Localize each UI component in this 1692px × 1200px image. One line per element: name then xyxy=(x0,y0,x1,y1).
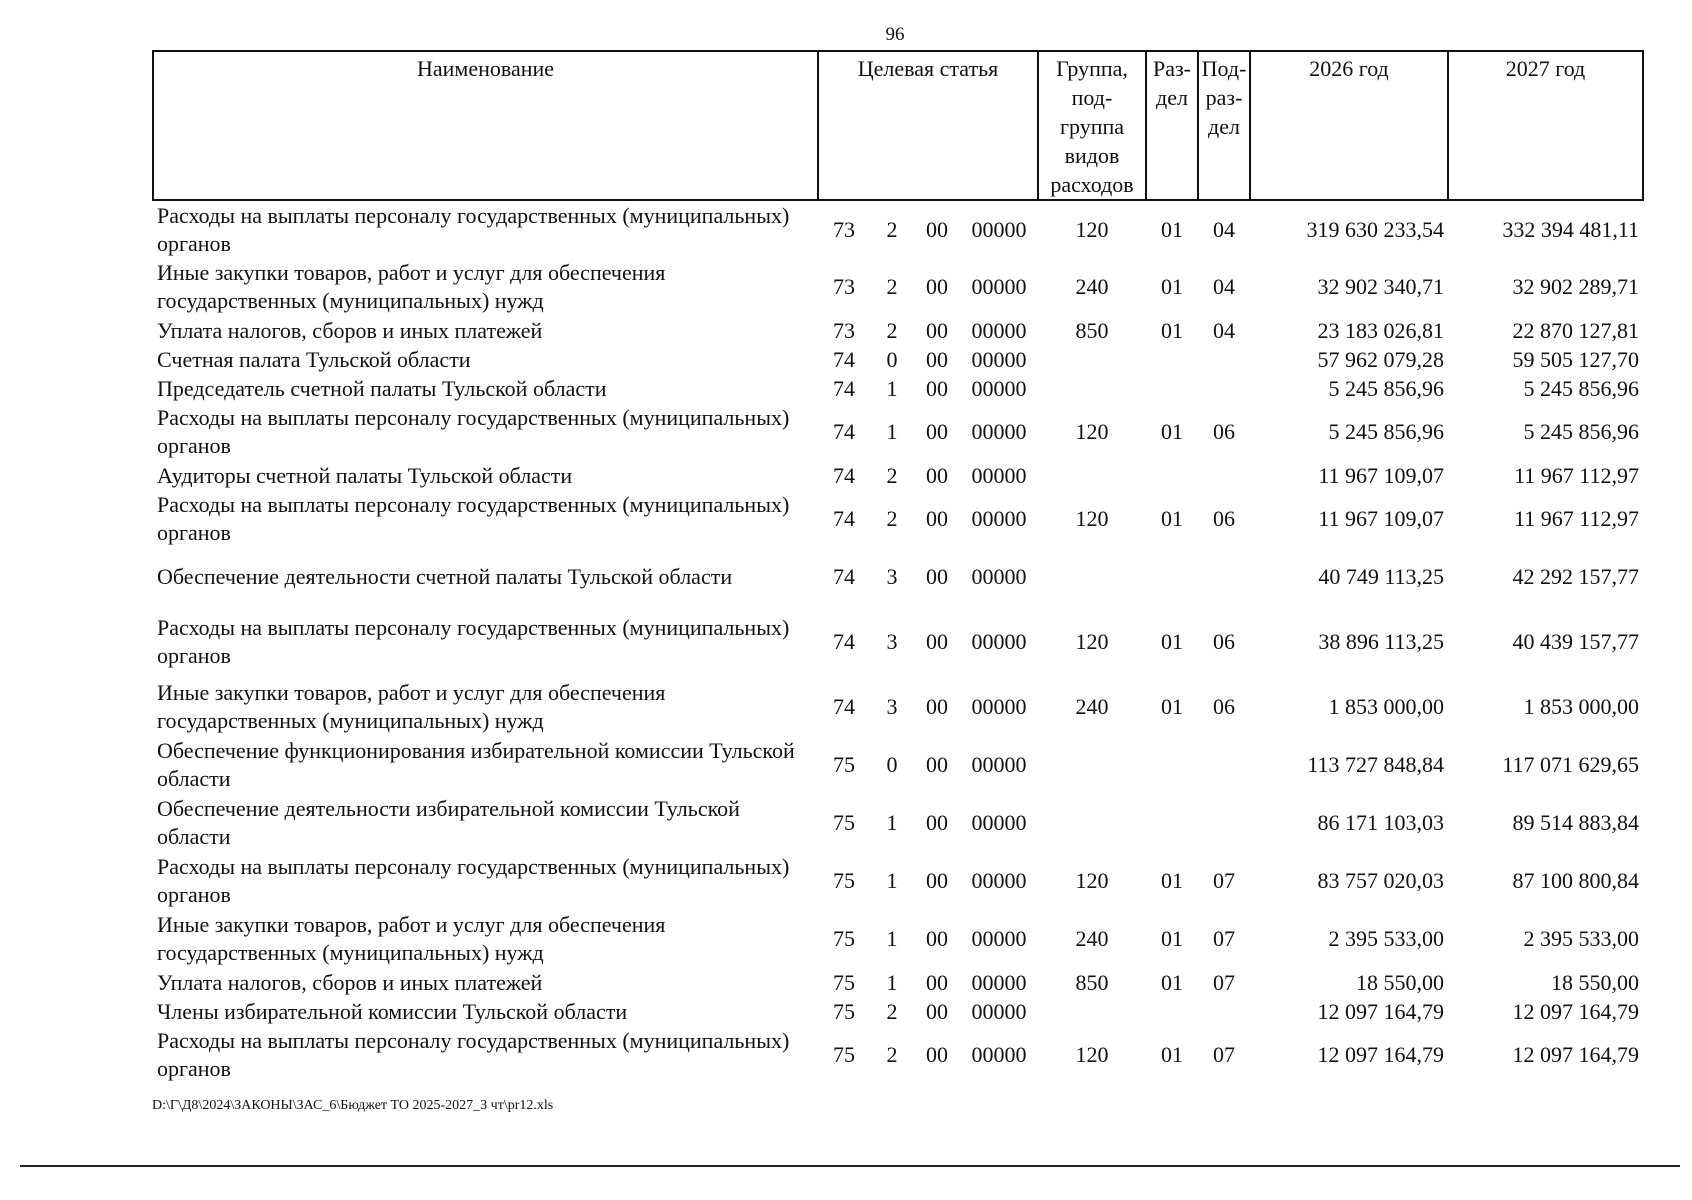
amount-2026: 18 550,00 xyxy=(1356,969,1444,995)
table-row xyxy=(153,1026,1643,1084)
target-code-3: 00 xyxy=(926,274,948,299)
row-name: Уплата налогов, сборов и иных платежей xyxy=(157,317,543,343)
expense-group xyxy=(1038,461,1146,490)
amount-2027: 18 550,00 xyxy=(1551,969,1639,995)
subsection-code xyxy=(1198,548,1250,606)
section-code: 01 xyxy=(1161,506,1183,531)
amount-2026: 40 749 113,25 xyxy=(1318,564,1444,589)
subsection-code: 06 xyxy=(1213,694,1235,719)
expense-group: 240 xyxy=(1075,694,1109,719)
header-year-2026: 2026 год xyxy=(1250,51,1448,200)
target-code-3: 00 xyxy=(926,1042,948,1067)
amount-2027: 22 870 127,81 xyxy=(1512,317,1639,343)
target-code-4: 00000 xyxy=(971,274,1027,299)
subsection-code: 06 xyxy=(1213,506,1235,531)
amount-2027: 12 097 164,79 xyxy=(1512,998,1639,1024)
target-code-2: 3 xyxy=(886,564,898,589)
section-code xyxy=(1146,374,1198,403)
target-code-1: 74 xyxy=(833,629,855,654)
target-code-4: 00000 xyxy=(971,868,1027,893)
expense-group: 240 xyxy=(1075,926,1109,951)
target-code-2: 0 xyxy=(886,752,898,777)
amount-2026: 86 171 103,03 xyxy=(1317,810,1444,835)
target-code-4: 00000 xyxy=(971,629,1027,654)
row-name: Уплата налогов, сборов и иных платежей xyxy=(157,969,543,995)
section-code xyxy=(1146,461,1198,490)
subsection-code xyxy=(1198,736,1250,794)
header-name: Наименование xyxy=(153,51,818,200)
target-code-3: 00 xyxy=(926,216,948,242)
section-code xyxy=(1146,794,1198,852)
amount-2026: 38 896 113,25 xyxy=(1318,629,1444,654)
subsection-code xyxy=(1198,794,1250,852)
expense-group: 120 xyxy=(1075,629,1109,654)
target-code-1: 74 xyxy=(833,375,855,401)
target-code-2: 2 xyxy=(886,462,898,488)
row-name: Счетная палата Тульской области xyxy=(157,346,471,372)
amount-2026: 5 245 856,96 xyxy=(1328,375,1444,401)
target-code-1: 75 xyxy=(833,1042,855,1067)
amount-2027: 40 439 157,77 xyxy=(1512,629,1639,654)
row-name: Расходы на выплаты персоналу государственных (муниципальных) органов xyxy=(157,615,790,668)
table-row xyxy=(153,794,1643,852)
target-code-4: 00000 xyxy=(971,506,1027,531)
header-year-2027: 2027 год xyxy=(1448,51,1643,200)
target-code-2: 1 xyxy=(886,375,898,401)
amount-2026: 23 183 026,81 xyxy=(1317,317,1444,343)
table-row xyxy=(153,997,1643,1026)
target-code-1: 75 xyxy=(833,969,855,995)
subsection-code: 04 xyxy=(1213,274,1235,299)
target-code-2: 2 xyxy=(886,1042,898,1067)
section-code: 01 xyxy=(1161,629,1183,654)
table-row xyxy=(153,736,1643,794)
file-path: D:\Г\Д8\2024\ЗАКОНЫ\ЗАС_6\Бюджет ТО 2025-2027_3 чт\pr12.xls xyxy=(152,1098,554,1113)
target-code-3: 00 xyxy=(926,564,948,589)
target-code-2: 1 xyxy=(886,868,898,893)
section-code: 01 xyxy=(1161,926,1183,951)
target-code-4: 00000 xyxy=(971,346,1027,372)
target-code-4: 00000 xyxy=(971,375,1027,401)
target-code-3: 00 xyxy=(926,506,948,531)
amount-2027: 117 071 629,65 xyxy=(1502,752,1639,777)
expense-group xyxy=(1038,548,1146,606)
target-code-1: 75 xyxy=(833,998,855,1024)
section-code: 01 xyxy=(1161,694,1183,719)
target-code-2: 2 xyxy=(886,998,898,1024)
subsection-code: 07 xyxy=(1213,926,1235,951)
amount-2026: 319 630 233,54 xyxy=(1306,216,1444,242)
target-code-1: 75 xyxy=(833,752,855,777)
row-name: Аудиторы счетной палаты Тульской области xyxy=(157,462,573,488)
row-name: Обеспечение функционирования избирательной комиссии Тульской области xyxy=(157,738,795,791)
table-row xyxy=(153,548,1643,606)
target-code-3: 00 xyxy=(926,998,948,1024)
expense-group: 120 xyxy=(1075,419,1109,444)
target-code-4: 00000 xyxy=(971,419,1027,444)
amount-2027: 12 097 164,79 xyxy=(1512,1042,1639,1067)
target-code-4: 00000 xyxy=(971,926,1027,951)
target-code-3: 00 xyxy=(926,694,948,719)
subsection-code: 04 xyxy=(1213,216,1235,242)
budget-table xyxy=(152,50,1644,1084)
budget-table-frame xyxy=(152,50,1642,1084)
table-row xyxy=(153,200,1643,258)
target-code-3: 00 xyxy=(926,810,948,835)
section-code: 01 xyxy=(1161,419,1183,444)
header-expense-group: Группа, под- группа видов расходов xyxy=(1038,51,1146,200)
amount-2026: 32 902 340,71 xyxy=(1317,274,1444,299)
target-code-3: 00 xyxy=(926,969,948,995)
target-code-4: 00000 xyxy=(971,462,1027,488)
target-code-4: 00000 xyxy=(971,969,1027,995)
section-code: 01 xyxy=(1161,216,1183,242)
expense-group xyxy=(1038,345,1146,374)
section-code xyxy=(1146,736,1198,794)
target-code-4: 00000 xyxy=(971,998,1027,1024)
target-code-3: 00 xyxy=(926,419,948,444)
target-code-2: 1 xyxy=(886,969,898,995)
table-row xyxy=(153,258,1643,316)
amount-2026: 12 097 164,79 xyxy=(1317,998,1444,1024)
expense-group: 850 xyxy=(1075,317,1109,343)
expense-group xyxy=(1038,736,1146,794)
target-code-2: 1 xyxy=(886,810,898,835)
amount-2027: 2 395 533,00 xyxy=(1523,926,1639,951)
table-row xyxy=(153,968,1643,997)
table-row xyxy=(153,606,1643,678)
target-code-1: 75 xyxy=(833,926,855,951)
target-code-1: 74 xyxy=(833,694,855,719)
table-row xyxy=(153,678,1643,736)
amount-2027: 11 967 112,97 xyxy=(1514,462,1639,488)
table-row xyxy=(153,345,1643,374)
section-code: 01 xyxy=(1161,1042,1183,1067)
target-code-2: 2 xyxy=(886,274,898,299)
section-code: 01 xyxy=(1161,868,1183,893)
amount-2027: 1 853 000,00 xyxy=(1523,694,1639,719)
subsection-code: 07 xyxy=(1213,1042,1235,1067)
amount-2027: 87 100 800,84 xyxy=(1512,868,1639,893)
section-code: 01 xyxy=(1161,274,1183,299)
section-code: 01 xyxy=(1161,969,1183,995)
subsection-code xyxy=(1198,374,1250,403)
row-name: Председатель счетной палаты Тульской области xyxy=(157,375,607,401)
amount-2026: 2 395 533,00 xyxy=(1328,926,1444,951)
target-code-1: 74 xyxy=(833,419,855,444)
header-subsection: Под- раз- дел xyxy=(1198,51,1250,200)
target-code-1: 74 xyxy=(833,564,855,589)
amount-2026: 12 097 164,79 xyxy=(1317,1042,1444,1067)
expense-group: 120 xyxy=(1075,1042,1109,1067)
amount-2027: 89 514 883,84 xyxy=(1512,810,1639,835)
expense-group xyxy=(1038,997,1146,1026)
table-row xyxy=(153,374,1643,403)
target-code-2: 1 xyxy=(886,926,898,951)
target-code-1: 75 xyxy=(833,810,855,835)
target-code-4: 00000 xyxy=(971,752,1027,777)
expense-group: 850 xyxy=(1075,969,1109,995)
expense-group xyxy=(1038,374,1146,403)
section-code xyxy=(1146,997,1198,1026)
expense-group: 120 xyxy=(1075,216,1109,242)
amount-2027: 11 967 112,97 xyxy=(1514,506,1639,531)
subsection-code xyxy=(1198,997,1250,1026)
amount-2027: 5 245 856,96 xyxy=(1523,419,1639,444)
row-name: Расходы на выплаты персоналу государственных (муниципальных) органов xyxy=(157,202,790,256)
target-code-4: 00000 xyxy=(971,694,1027,719)
target-code-3: 00 xyxy=(926,629,948,654)
row-name: Расходы на выплаты персоналу государственных (муниципальных) органов xyxy=(157,405,790,458)
expense-group: 120 xyxy=(1075,868,1109,893)
expense-group: 120 xyxy=(1075,506,1109,531)
target-code-2: 1 xyxy=(886,419,898,444)
target-code-2: 0 xyxy=(886,346,898,372)
row-name: Расходы на выплаты персоналу государственных (муниципальных) органов xyxy=(157,854,790,907)
subsection-code: 06 xyxy=(1213,419,1235,444)
amount-2026: 5 245 856,96 xyxy=(1328,419,1444,444)
target-code-4: 00000 xyxy=(971,1042,1027,1067)
amount-2026: 57 962 079,28 xyxy=(1317,346,1444,372)
bottom-divider xyxy=(20,1165,1680,1167)
section-code: 01 xyxy=(1161,317,1183,343)
target-code-3: 00 xyxy=(926,317,948,343)
target-code-3: 00 xyxy=(926,375,948,401)
target-code-2: 3 xyxy=(886,694,898,719)
target-code-3: 00 xyxy=(926,462,948,488)
amount-2026: 11 967 109,07 xyxy=(1318,506,1444,531)
target-code-2: 3 xyxy=(886,629,898,654)
target-code-3: 00 xyxy=(926,346,948,372)
target-code-3: 00 xyxy=(926,752,948,777)
target-code-3: 00 xyxy=(926,868,948,893)
amount-2027: 32 902 289,71 xyxy=(1512,274,1639,299)
row-name: Расходы на выплаты персоналу государственных (муниципальных) органов xyxy=(157,1028,790,1081)
subsection-code xyxy=(1198,461,1250,490)
header-target-article: Целевая статья xyxy=(818,51,1038,200)
row-name: Иные закупки товаров, работ и услуг для обеспечения государственных (муниципальных) нужд xyxy=(157,260,666,313)
section-code xyxy=(1146,548,1198,606)
page-number: 96 xyxy=(885,24,905,45)
target-code-1: 73 xyxy=(833,317,855,343)
header-section: Раз- дел xyxy=(1146,51,1198,200)
amount-2026: 1 853 000,00 xyxy=(1328,694,1444,719)
subsection-code xyxy=(1198,345,1250,374)
row-name: Иные закупки товаров, работ и услуг для обеспечения государственных (муниципальных) нужд xyxy=(157,680,666,733)
row-name: Обеспечение деятельности счетной палаты Тульской области xyxy=(157,564,733,589)
table-row xyxy=(153,461,1643,490)
row-name: Члены избирательной комиссии Тульской области xyxy=(157,998,628,1024)
subsection-code: 06 xyxy=(1213,629,1235,654)
target-code-3: 00 xyxy=(926,926,948,951)
table-row xyxy=(153,852,1643,910)
table-row xyxy=(153,490,1643,548)
target-code-1: 75 xyxy=(833,868,855,893)
target-code-1: 74 xyxy=(833,462,855,488)
amount-2026: 113 727 848,84 xyxy=(1307,752,1444,777)
amount-2026: 83 757 020,03 xyxy=(1317,868,1444,893)
section-code xyxy=(1146,345,1198,374)
target-code-4: 00000 xyxy=(971,810,1027,835)
amount-2027: 5 245 856,96 xyxy=(1523,375,1639,401)
target-code-1: 74 xyxy=(833,506,855,531)
target-code-1: 73 xyxy=(833,274,855,299)
target-code-4: 00000 xyxy=(971,216,1027,242)
table-row xyxy=(153,910,1643,968)
table-body xyxy=(153,200,1643,1084)
expense-group: 240 xyxy=(1075,274,1109,299)
target-code-2: 2 xyxy=(886,216,898,242)
row-name: Обеспечение деятельности избирательной комиссии Тульской области xyxy=(157,796,740,849)
target-code-4: 00000 xyxy=(971,317,1027,343)
amount-2027: 42 292 157,77 xyxy=(1512,564,1639,589)
target-code-2: 2 xyxy=(886,317,898,343)
table-row xyxy=(153,316,1643,345)
amount-2027: 59 505 127,70 xyxy=(1512,346,1639,372)
subsection-code: 07 xyxy=(1213,868,1235,893)
table-header-row xyxy=(153,51,1643,200)
target-code-1: 74 xyxy=(833,346,855,372)
row-name: Расходы на выплаты персоналу государственных (муниципальных) органов xyxy=(157,492,790,545)
expense-group xyxy=(1038,794,1146,852)
subsection-code: 04 xyxy=(1213,317,1235,343)
target-code-1: 73 xyxy=(833,216,855,242)
target-code-4: 00000 xyxy=(971,564,1027,589)
amount-2026: 11 967 109,07 xyxy=(1318,462,1444,488)
table-row xyxy=(153,403,1643,461)
amount-2027: 332 394 481,11 xyxy=(1502,216,1639,242)
target-code-2: 2 xyxy=(886,506,898,531)
row-name: Иные закупки товаров, работ и услуг для обеспечения государственных (муниципальных) нужд xyxy=(157,912,666,965)
subsection-code: 07 xyxy=(1213,969,1235,995)
